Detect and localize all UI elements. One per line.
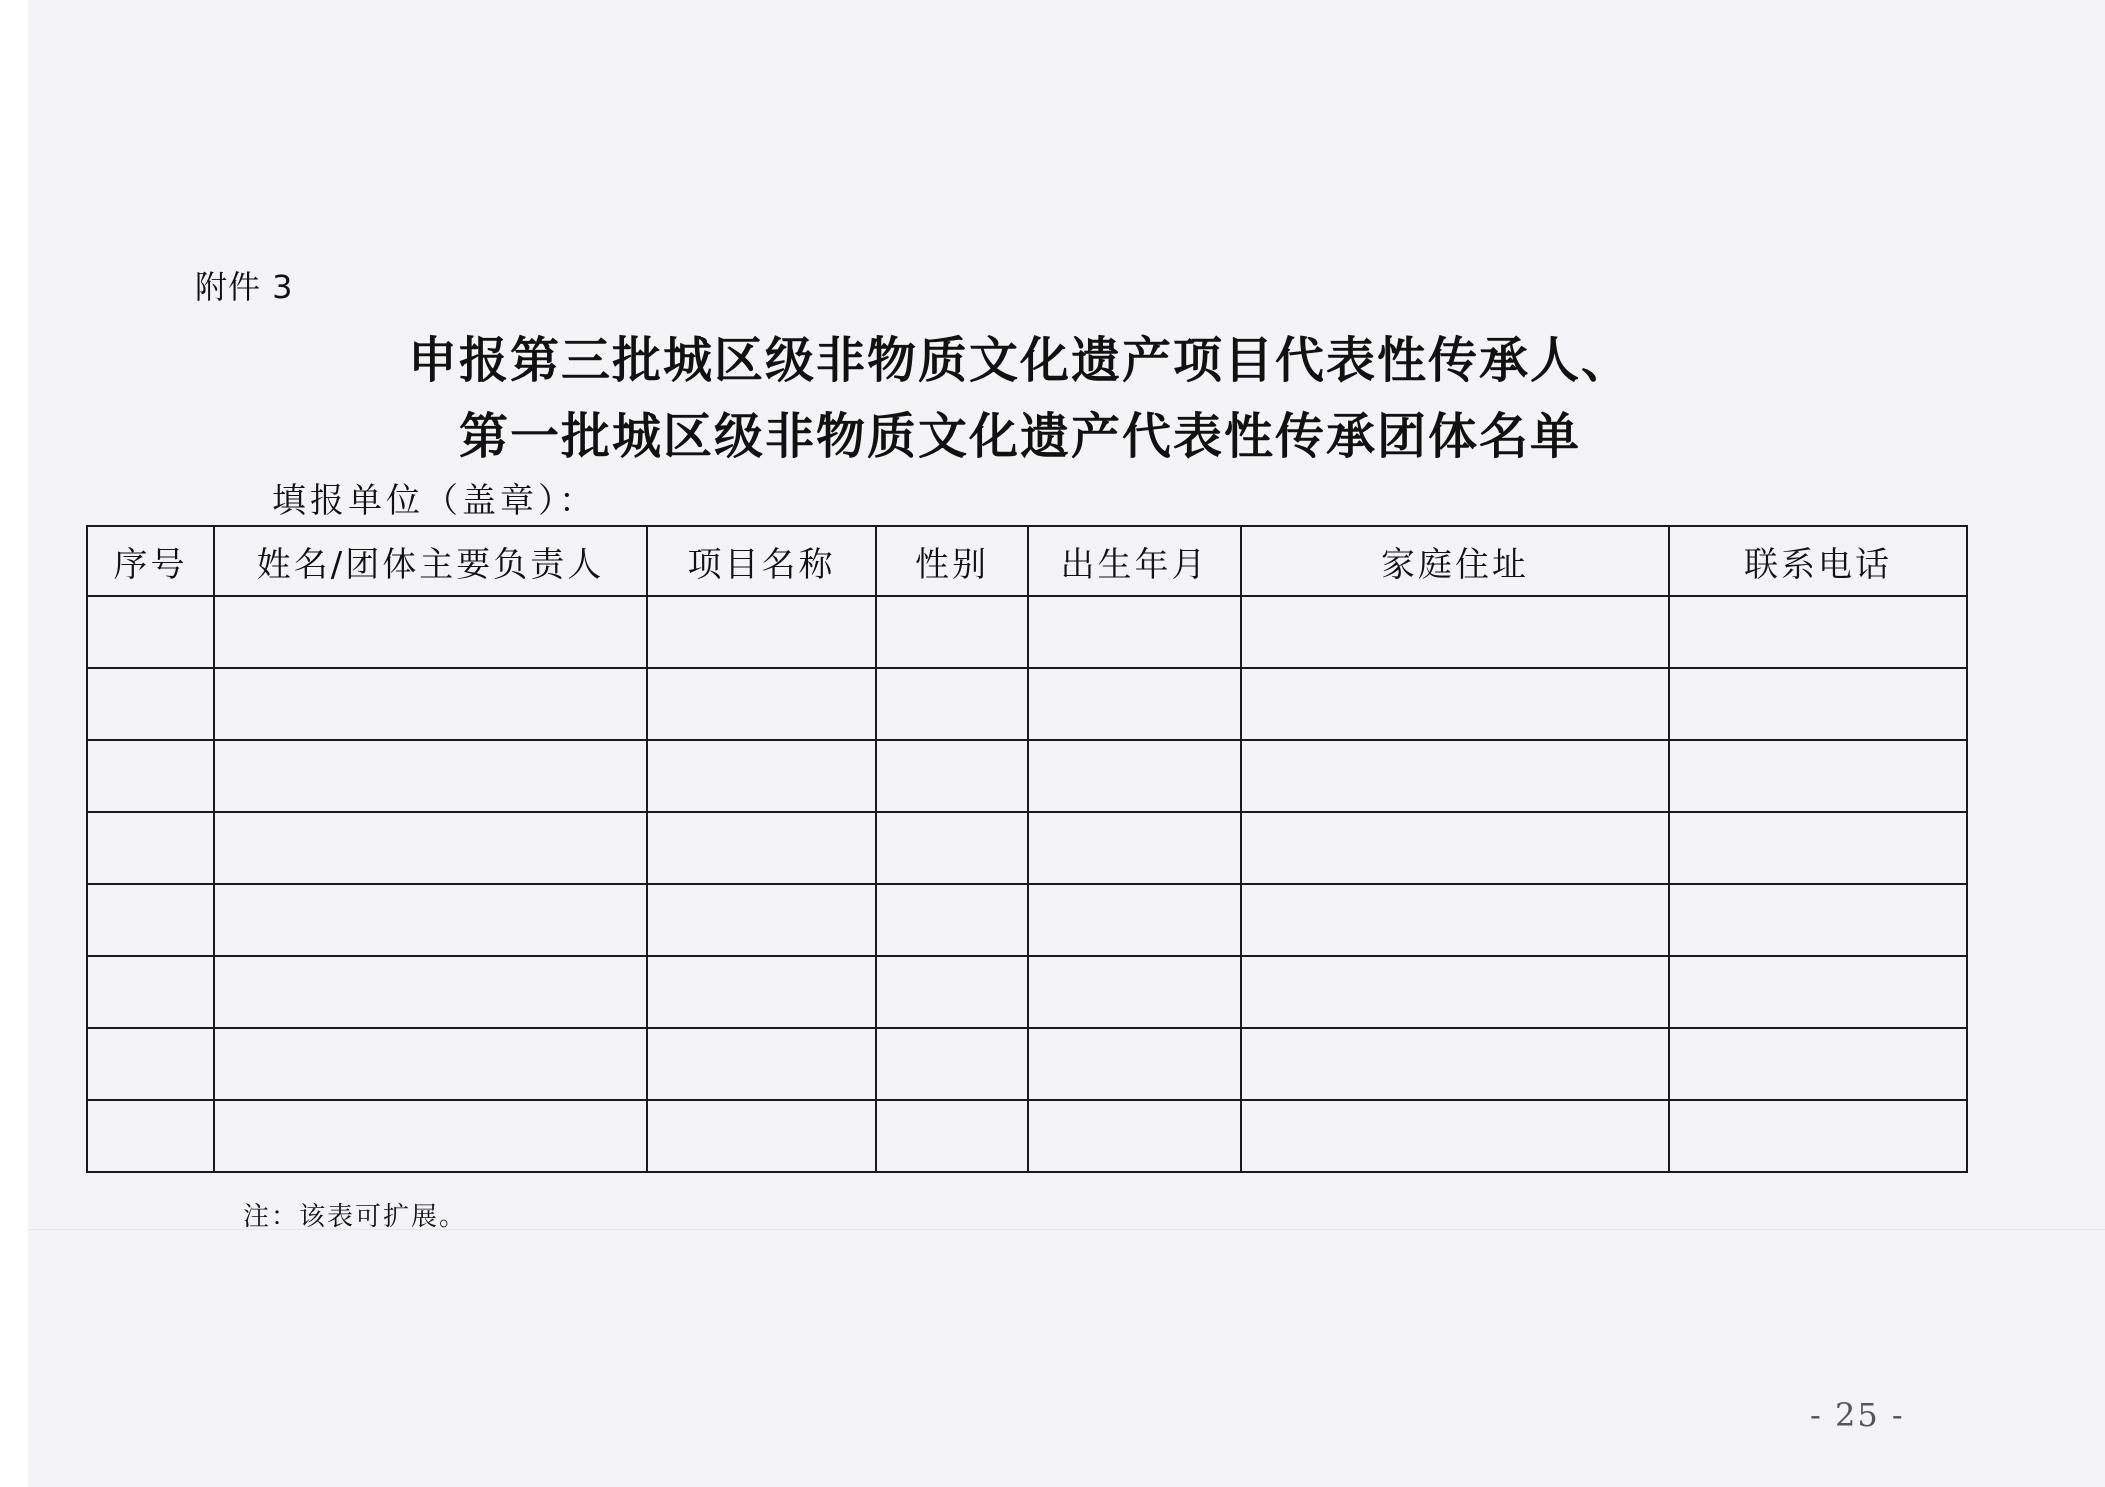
phone-cell	[1669, 812, 1967, 884]
project-name-cell	[647, 1028, 876, 1100]
project-name-cell	[647, 596, 876, 668]
phone-cell	[1669, 668, 1967, 740]
home-address-cell	[1241, 596, 1669, 668]
table-row	[87, 956, 1967, 1028]
header-phone: 联系电话	[1669, 526, 1967, 596]
project-name-cell	[647, 812, 876, 884]
attachment-label: 附件 3	[195, 268, 294, 306]
serial-number-cell	[87, 1028, 214, 1100]
phone-cell	[1669, 956, 1967, 1028]
document-title-line-1: 申报第三批城区级非物质文化遗产项目代表性传承人、	[407, 331, 1632, 389]
name-cell	[214, 956, 647, 1028]
table-note: 注：该表可扩展。	[243, 1202, 468, 1232]
table-row	[87, 884, 1967, 956]
gender-cell	[876, 956, 1028, 1028]
name-cell	[214, 812, 647, 884]
project-name-cell	[647, 740, 876, 812]
name-cell	[214, 668, 647, 740]
header-birth-date: 出生年月	[1028, 526, 1241, 596]
gender-cell	[876, 1028, 1028, 1100]
header-project-name: 项目名称	[647, 526, 876, 596]
home-address-cell	[1241, 1028, 1669, 1100]
birth-date-cell	[1028, 740, 1241, 812]
header-gender: 性别	[876, 526, 1028, 596]
gender-cell	[876, 596, 1028, 668]
table-row	[87, 1028, 1967, 1100]
birth-date-cell	[1028, 668, 1241, 740]
birth-date-cell	[1028, 1100, 1241, 1172]
fill-unit-label: 填报单位（盖章）：	[272, 481, 597, 521]
phone-cell	[1669, 596, 1967, 668]
page-number: - 25 -	[1810, 1396, 1905, 1434]
gender-cell	[876, 740, 1028, 812]
birth-date-cell	[1028, 596, 1241, 668]
project-name-cell	[647, 1100, 876, 1172]
table-row	[87, 668, 1967, 740]
table-header-row	[87, 526, 1967, 596]
home-address-cell	[1241, 740, 1669, 812]
serial-number-cell	[87, 668, 214, 740]
project-name-cell	[647, 884, 876, 956]
header-serial-number: 序号	[87, 526, 214, 596]
table-row	[87, 1100, 1967, 1172]
name-cell	[214, 740, 647, 812]
header-home-address: 家庭住址	[1241, 526, 1669, 596]
name-cell	[214, 1028, 647, 1100]
table-row	[87, 596, 1967, 668]
serial-number-cell	[87, 596, 214, 668]
table-row	[87, 812, 1967, 884]
document-title-line-2: 第一批城区级非物质文化遗产代表性传承团体名单	[458, 407, 1581, 465]
gender-cell	[876, 1100, 1028, 1172]
serial-number-cell	[87, 1100, 214, 1172]
roster-table	[86, 525, 1968, 1173]
table-row	[87, 740, 1967, 812]
name-cell	[214, 1100, 647, 1172]
phone-cell	[1669, 1100, 1967, 1172]
page-left-edge	[0, 0, 28, 1487]
birth-date-cell	[1028, 812, 1241, 884]
phone-cell	[1669, 1028, 1967, 1100]
home-address-cell	[1241, 884, 1669, 956]
birth-date-cell	[1028, 956, 1241, 1028]
gender-cell	[876, 668, 1028, 740]
serial-number-cell	[87, 812, 214, 884]
serial-number-cell	[87, 884, 214, 956]
phone-cell	[1669, 884, 1967, 956]
header-name-or-group-leader: 姓名/团体主要负责人	[214, 526, 647, 596]
home-address-cell	[1241, 1100, 1669, 1172]
name-cell	[214, 596, 647, 668]
project-name-cell	[647, 956, 876, 1028]
home-address-cell	[1241, 956, 1669, 1028]
gender-cell	[876, 884, 1028, 956]
home-address-cell	[1241, 812, 1669, 884]
phone-cell	[1669, 740, 1967, 812]
birth-date-cell	[1028, 1028, 1241, 1100]
serial-number-cell	[87, 956, 214, 1028]
gender-cell	[876, 812, 1028, 884]
birth-date-cell	[1028, 884, 1241, 956]
home-address-cell	[1241, 668, 1669, 740]
name-cell	[214, 884, 647, 956]
serial-number-cell	[87, 740, 214, 812]
project-name-cell	[647, 668, 876, 740]
table-body	[87, 596, 1967, 1172]
